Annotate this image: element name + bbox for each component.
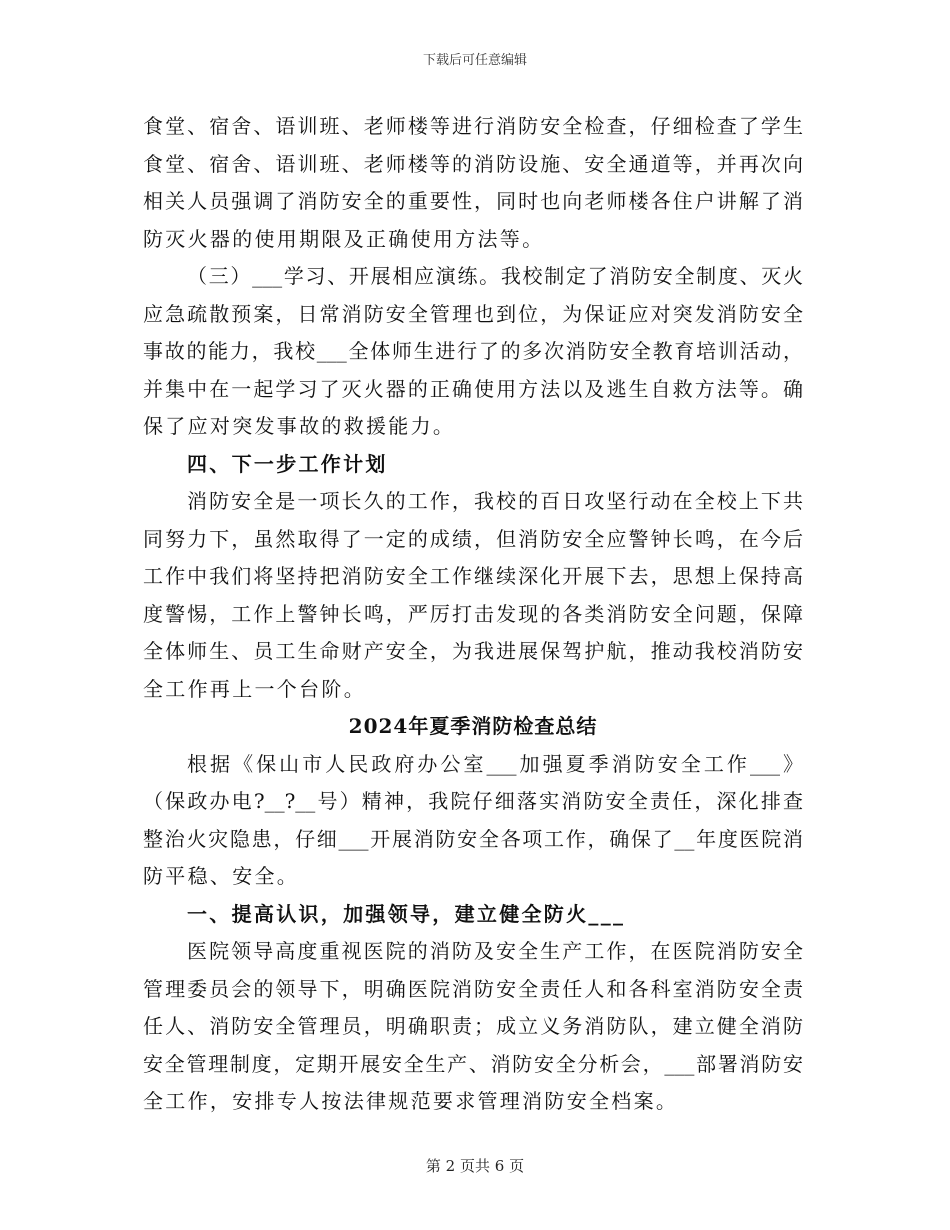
document-body [143,108,803,1121]
page-header: 下载后可任意编辑 [422,53,527,68]
paragraph-line: 管理委员会的领导下，明确医院消防安全责任人和各科室消防安全责 [143,976,803,1001]
paragraph-line: 医院领导高度重视医院的消防及安全生产工作，在医院消防安全 [187,939,803,963]
paragraph-line: 安全管理制度，定期开展安全生产、消防安全分析会，___部署消防安 [143,1051,803,1076]
document-title: 2024年夏季消防检查总结 [348,714,598,738]
paragraph-line: 工作中我们将坚持把消防安全工作继续深化开展下去，思想上保持高 [143,564,803,588]
paragraph-line: （保政办电?__?__号）精神，我院仔细落实消防安全责任，深化排查 [143,789,803,813]
paragraph-line: 防灭火器的使用期限及正确使用方法等。 [143,226,545,251]
paragraph-line: 保了应对突发事故的救援能力。 [143,414,456,438]
paragraph-line: 任人、消防安全管理员，明确职责；成立义务消防队，建立健全消防 [143,1014,803,1038]
paragraph-line: 并集中在一起学习了灭火器的正确使用方法以及逃生自救方法等。确 [143,376,803,401]
paragraph-line: 同努力下，虽然取得了一定的成绩，但消防安全应警钟长鸣，在今后 [143,526,803,551]
paragraph-line: 应急疏散预案，日常消防安全管理也到位，为保证应对突发消防安全 [143,301,803,326]
paragraph-line: 消防安全是一项长久的工作，我校的百日攻坚行动在全校上下共 [187,489,803,513]
paragraph-line: 根据《保山市人民政府办公室___加强夏季消防安全工作___》 [187,751,803,776]
paragraph-line: 全工作再上一个台阶。 [143,676,366,701]
paragraph-line: 全体师生、员工生命财产安全，为我进展保驾护航，推动我校消防安 [143,639,803,663]
paragraph-line: 整治火灾隐患，仔细___开展消防安全各项工作，确保了__年度医院消 [143,826,803,851]
paragraph-line: 事故的能力，我校___全体师生进行了的多次消防安全教育培训活动， [143,339,803,363]
paragraph-line: 度警惕，工作上警钟长鸣，严厉打击发现的各类消防安全问题，保障 [143,601,803,626]
paragraph-line: 食堂、宿舍、语训班、老师楼等的消防设施、安全通道等，并再次向 [143,151,803,176]
section-heading: 四、下一步工作计划 [187,451,388,476]
section-heading: 一、提高认识，加强领导，建立健全防火___ [187,901,626,926]
paragraph-line: （三）___学习、开展相应演练。我校制定了消防安全制度、灭火 [187,264,803,288]
paragraph-line: 相关人员强调了消防安全的重要性，同时也向老师楼各住户讲解了消 [143,189,803,213]
paragraph-line: 防平稳、安全。 [143,864,300,888]
page-footer: 第 2 页共 6 页 [425,1157,525,1175]
paragraph-line: 食堂、宿舍、语训班、老师楼等进行消防安全检查，仔细检查了学生 [143,114,803,138]
paragraph-line: 全工作，安排专人按法律规范要求管理消防安全档案。 [143,1089,679,1113]
